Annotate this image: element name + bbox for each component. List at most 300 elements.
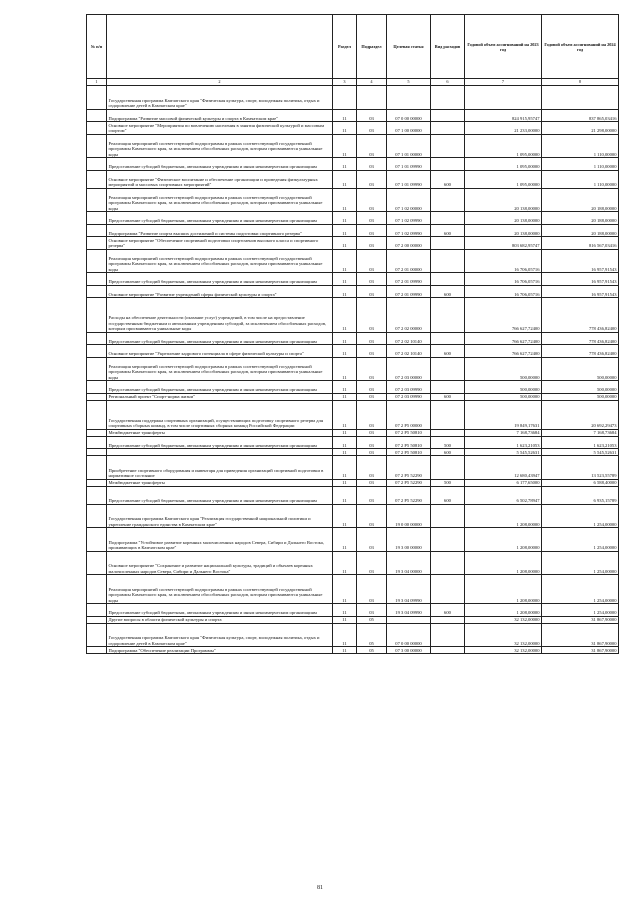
- row-podrazdel: 03: [357, 224, 387, 237]
- row-expense-type: [431, 647, 465, 654]
- row-name: Реализация мероприятий соответствующей подпрограммы в рамках соответствующей государственной программы Камчатского края, за исключением обособленных расходов, которым присваиваются уникальные коды: [107, 134, 333, 158]
- row-name: Основное мероприятие "Сохранение и развитие национальной культуры, традиций и обычаев коренных малочисленных народов Севера, Сибири и Дальнего Востока": [107, 551, 333, 575]
- header-razdel: Раздел: [333, 15, 357, 79]
- row-podrazdel: 03: [357, 122, 387, 135]
- row-expense-type: 500: [431, 436, 465, 449]
- row-expense-type: 600: [431, 170, 465, 188]
- row-razdel: 11: [333, 551, 357, 575]
- row-razdel: 11: [333, 158, 357, 171]
- row-amount-2023: 20 138,00000: [465, 188, 542, 212]
- row-name: Основное мероприятие "Физическое воспитание и обеспечение организации и проведения физкультурных мероприятий и массовых спортивных мероприятий": [107, 170, 333, 188]
- row-razdel: 11: [333, 449, 357, 456]
- row-target-article: 07 1 02 09990: [387, 224, 431, 237]
- row-expense-type: 600: [431, 345, 465, 358]
- row-podrazdel: 03: [357, 436, 387, 449]
- table-row: [87, 212, 619, 225]
- table-body: [87, 86, 619, 654]
- row-expense-type: [431, 109, 465, 122]
- row-podrazdel: 05: [357, 623, 387, 647]
- row-amount-2023: 32 132,00000: [465, 623, 542, 647]
- row-num: [87, 504, 107, 528]
- row-razdel: 11: [333, 170, 357, 188]
- row-expense-type: [431, 237, 465, 250]
- row-expense-type: 600: [431, 486, 465, 504]
- row-num: [87, 623, 107, 647]
- table-row: [87, 456, 619, 480]
- row-podrazdel: 05: [357, 647, 387, 654]
- row-num: [87, 616, 107, 623]
- row-target-article: 07 2 01 09990: [387, 273, 431, 286]
- row-razdel: 11: [333, 134, 357, 158]
- row-amount-2023: 6 177,65000: [465, 479, 542, 486]
- row-name: Реализация мероприятий соответствующей подпрограммы в рамках соответствующей государственной программы Камчатского края, за исключением обособленных расходов, которым присваиваются уникальные коды: [107, 575, 333, 604]
- row-name: Реализация мероприятий соответствующей подпрограммы в рамках соответствующей государственной программы Камчатского края, за исключением обособленных расходов, которым присваиваются уникальные коды: [107, 249, 333, 273]
- row-target-article: 07 0 00 00000: [387, 109, 431, 122]
- row-razdel: 11: [333, 647, 357, 654]
- row-amount-2023: 6 502,78947: [465, 486, 542, 504]
- row-razdel: 11: [333, 212, 357, 225]
- row-expense-type: [431, 158, 465, 171]
- row-name: Государственная программа Камчатского края "Физическая культура, спорт, молодежная политика, отдых и оздоровление детей в Камчатском крае": [107, 623, 333, 647]
- row-podrazdel: 03: [357, 158, 387, 171]
- row-num: [87, 224, 107, 237]
- row-amount-2024: 1 623,21053: [542, 436, 619, 449]
- row-amount-2024: 1 110,00000: [542, 134, 619, 158]
- row-num: [87, 170, 107, 188]
- header-year-2024: Годовой объем ассигнований на 2024 год: [542, 15, 619, 79]
- table-row: [87, 381, 619, 394]
- table-row: [87, 237, 619, 250]
- row-amount-2023: 766 627,72400: [465, 332, 542, 345]
- row-amount-2023: 16 706,05716: [465, 273, 542, 286]
- row-razdel: 11: [333, 122, 357, 135]
- row-name: Межбюджетные трансферты: [107, 479, 333, 486]
- row-razdel: 11: [333, 249, 357, 273]
- row-amount-2024: 20 188,00000: [542, 212, 619, 225]
- row-target-article: 07 2 P5 00000: [387, 400, 431, 429]
- row-amount-2024: 1 254,00000: [542, 504, 619, 528]
- row-amount-2024: 31 867,90000: [542, 623, 619, 647]
- row-amount-2023: 1 208,00000: [465, 528, 542, 552]
- row-target-article: 07 2 P5 50810: [387, 436, 431, 449]
- table-row: [87, 134, 619, 158]
- row-amount-2024: 500,00000: [542, 393, 619, 400]
- row-razdel: 11: [333, 381, 357, 394]
- row-amount-2023: 1 623,21053: [465, 436, 542, 449]
- row-razdel: 11: [333, 528, 357, 552]
- column-number: 6: [431, 79, 465, 86]
- row-name: Основное мероприятие "Обеспечение спортивной подготовки спортсменов высокого класса и спортивного резерва": [107, 237, 333, 250]
- column-number: 3: [333, 79, 357, 86]
- row-name: Основное мероприятие "Развитие учреждений сферы физической культуры и спорта": [107, 285, 333, 298]
- row-expense-type: 600: [431, 449, 465, 456]
- row-name: Региональный проект "Спорт-норма жизни": [107, 393, 333, 400]
- row-target-article: 07 2 P5 52290: [387, 486, 431, 504]
- row-target-article: [387, 616, 431, 623]
- row-target-article: 07 2 03 09990: [387, 393, 431, 400]
- row-name: Расходы на обеспечение деятельности (оказание услуг) учреждений, в том числе на предоставление государственным бюджетным и автономным учреждениям субсидий, за исключением обособленных расходов, которым присваиваются уникальные коды: [107, 298, 333, 333]
- row-target-article: 07 2 00 00000: [387, 237, 431, 250]
- table-row: [87, 109, 619, 122]
- row-razdel: 11: [333, 486, 357, 504]
- row-amount-2024: 778 436,82400: [542, 345, 619, 358]
- row-amount-2023: 500,00000: [465, 381, 542, 394]
- row-podrazdel: 03: [357, 479, 387, 486]
- table-row: [87, 298, 619, 333]
- row-amount-2024: 20 692,29473: [542, 400, 619, 429]
- row-podrazdel: 05: [357, 616, 387, 623]
- row-amount-2024: 7 168,73684: [542, 429, 619, 436]
- row-num: [87, 436, 107, 449]
- row-amount-2023: 1 095,00000: [465, 170, 542, 188]
- row-podrazdel: 03: [357, 345, 387, 358]
- row-razdel: 11: [333, 436, 357, 449]
- row-amount-2024: 1 254,00000: [542, 604, 619, 617]
- row-razdel: 11: [333, 393, 357, 400]
- row-target-article: 07 2 02 10140: [387, 332, 431, 345]
- row-expense-type: 600: [431, 224, 465, 237]
- row-target-article: 07 0 00 00000: [387, 623, 431, 647]
- row-name: Предоставление субсидий бюджетным, автономным учреждениям и иным некоммерческим организациям: [107, 436, 333, 449]
- header-row: [87, 15, 619, 79]
- row-num: [87, 332, 107, 345]
- table-row: [87, 429, 619, 436]
- row-razdel: 11: [333, 357, 357, 381]
- row-amount-2024: 1 254,00000: [542, 528, 619, 552]
- row-expense-type: 600: [431, 393, 465, 400]
- row-amount-2023: 7 168,73684: [465, 429, 542, 436]
- row-expense-type: [431, 357, 465, 381]
- table-row: [87, 393, 619, 400]
- row-target-article: 07 2 P5 50810: [387, 449, 431, 456]
- row-amount-2023: 5 545,52631: [465, 449, 542, 456]
- row-amount-2024: [542, 86, 619, 110]
- row-amount-2024: 16 957,91543: [542, 273, 619, 286]
- row-amount-2023: 500,00000: [465, 357, 542, 381]
- page-number: 81: [317, 885, 323, 891]
- row-podrazdel: 03: [357, 273, 387, 286]
- table-row: [87, 332, 619, 345]
- row-expense-type: [431, 273, 465, 286]
- row-num: [87, 158, 107, 171]
- table-row: [87, 285, 619, 298]
- table-row: [87, 504, 619, 528]
- row-amount-2023: 32 132,00000: [465, 647, 542, 654]
- row-amount-2024: 837 865,03416: [542, 109, 619, 122]
- row-amount-2024: 1 254,00000: [542, 551, 619, 575]
- row-name: Межбюджетные трансферты: [107, 429, 333, 436]
- row-razdel: 11: [333, 237, 357, 250]
- row-name: Другие вопросы в области физической культуры и спорта: [107, 616, 333, 623]
- row-target-article: 07 2 03 09990: [387, 381, 431, 394]
- row-num: [87, 122, 107, 135]
- row-amount-2024: 20 188,00000: [542, 188, 619, 212]
- row-num: [87, 134, 107, 158]
- row-expense-type: [431, 429, 465, 436]
- row-name: Государственная программа Камчатского края "Физическая культура, спорт, молодежная политика, отдых и оздоровление детей в Камчатском крае": [107, 86, 333, 110]
- row-name: Подпрограмма "Развитие спорта высших достижений и системы подготовки спортивного резерва": [107, 224, 333, 237]
- row-num: [87, 273, 107, 286]
- row-target-article: 07 2 03 00000: [387, 357, 431, 381]
- row-amount-2024: 5 545,52631: [542, 449, 619, 456]
- table-row: [87, 575, 619, 604]
- row-num: [87, 429, 107, 436]
- row-podrazdel: 03: [357, 298, 387, 333]
- column-number: 7: [465, 79, 542, 86]
- table-row: [87, 345, 619, 358]
- row-podrazdel: 03: [357, 188, 387, 212]
- table-row: [87, 479, 619, 486]
- row-num: [87, 393, 107, 400]
- row-razdel: 11: [333, 575, 357, 604]
- row-amount-2023: 1 208,00000: [465, 604, 542, 617]
- row-expense-type: [431, 400, 465, 429]
- column-number: 1: [87, 79, 107, 86]
- row-num: [87, 212, 107, 225]
- table-row: [87, 449, 619, 456]
- row-num: [87, 86, 107, 110]
- row-name: Предоставление субсидий бюджетным, автономным учреждениям и иным некоммерческим организациям: [107, 486, 333, 504]
- header-year-2023: Годовой объем ассигнований на 2023 год: [465, 15, 542, 79]
- row-razdel: 11: [333, 456, 357, 480]
- row-num: [87, 400, 107, 429]
- row-target-article: 19 3 04 09990: [387, 604, 431, 617]
- row-podrazdel: 03: [357, 285, 387, 298]
- row-amount-2024: 500,00000: [542, 381, 619, 394]
- table-row: [87, 551, 619, 575]
- row-num: [87, 604, 107, 617]
- row-podrazdel: 03: [357, 134, 387, 158]
- row-target-article: 07 1 01 00000: [387, 134, 431, 158]
- row-name: Предоставление субсидий бюджетным, автономным учреждениям и иным некоммерческим организациям: [107, 332, 333, 345]
- row-razdel: 11: [333, 616, 357, 623]
- row-num: [87, 285, 107, 298]
- row-amount-2024: 778 436,82400: [542, 332, 619, 345]
- row-razdel: 11: [333, 604, 357, 617]
- row-amount-2023: 21 233,00000: [465, 122, 542, 135]
- row-podrazdel: 03: [357, 504, 387, 528]
- row-razdel: 11: [333, 479, 357, 486]
- row-expense-type: [431, 616, 465, 623]
- column-numbers-row: [87, 79, 619, 86]
- row-razdel: 11: [333, 429, 357, 436]
- row-amount-2023: 1 095,00000: [465, 158, 542, 171]
- row-amount-2023: 500,00000: [465, 393, 542, 400]
- row-amount-2023: 766 627,72400: [465, 345, 542, 358]
- row-target-article: 19 3 04 09990: [387, 575, 431, 604]
- row-amount-2023: 16 706,05716: [465, 285, 542, 298]
- row-podrazdel: 03: [357, 381, 387, 394]
- row-num: [87, 479, 107, 486]
- row-razdel: 11: [333, 504, 357, 528]
- row-amount-2024: 1 110,00000: [542, 170, 619, 188]
- row-num: [87, 449, 107, 456]
- row-amount-2024: 1 254,00000: [542, 575, 619, 604]
- row-amount-2024: 6 588,40000: [542, 479, 619, 486]
- row-amount-2024: 31 867,90000: [542, 647, 619, 654]
- row-amount-2024: 778 436,82400: [542, 298, 619, 333]
- table-row: [87, 604, 619, 617]
- row-expense-type: [431, 456, 465, 480]
- row-amount-2024: 20 188,00000: [542, 224, 619, 237]
- row-amount-2023: 1 208,00000: [465, 551, 542, 575]
- column-number: 8: [542, 79, 619, 86]
- row-target-article: 19 3 00 00000: [387, 528, 431, 552]
- row-amount-2024: 13 523,55789: [542, 456, 619, 480]
- row-target-article: 19 0 00 00000: [387, 504, 431, 528]
- row-name: Предоставление субсидий бюджетным, автономным учреждениям и иным некоммерческим организациям: [107, 212, 333, 225]
- table-row: [87, 188, 619, 212]
- row-expense-type: [431, 249, 465, 273]
- budget-sheet: [86, 14, 618, 654]
- row-razdel: 11: [333, 273, 357, 286]
- table-row: [87, 647, 619, 654]
- row-num: [87, 575, 107, 604]
- row-podrazdel: 03: [357, 109, 387, 122]
- row-name: Основное мероприятие "Укрепление кадрового потенциала в сфере физической культуры и спорта": [107, 345, 333, 358]
- row-podrazdel: 03: [357, 170, 387, 188]
- row-num: [87, 237, 107, 250]
- row-amount-2023: 12 680,43947: [465, 456, 542, 480]
- row-name: Реализация мероприятий соответствующей подпрограммы в рамках соответствующей государственной программы Камчатского края, за исключением обособленных расходов, которым присваиваются уникальные коды: [107, 188, 333, 212]
- row-target-article: [387, 86, 431, 110]
- row-expense-type: [431, 575, 465, 604]
- row-amount-2024: 816 567,03416: [542, 237, 619, 250]
- row-expense-type: [431, 122, 465, 135]
- row-podrazdel: 03: [357, 249, 387, 273]
- row-num: [87, 188, 107, 212]
- column-number: 2: [107, 79, 333, 86]
- row-amount-2024: 21 298,00000: [542, 122, 619, 135]
- row-name: Подпрограмма "Обеспечение реализации Программы": [107, 647, 333, 654]
- row-razdel: 11: [333, 224, 357, 237]
- row-amount-2023: 824 915,95747: [465, 109, 542, 122]
- row-num: [87, 647, 107, 654]
- row-amount-2023: 32 132,00000: [465, 616, 542, 623]
- row-num: [87, 109, 107, 122]
- row-num: [87, 456, 107, 480]
- row-podrazdel: 03: [357, 575, 387, 604]
- header-num: № п/п: [87, 15, 107, 79]
- row-podrazdel: 03: [357, 429, 387, 436]
- row-num: [87, 381, 107, 394]
- header-podrazdel: Подраздел: [357, 15, 387, 79]
- row-podrazdel: 03: [357, 604, 387, 617]
- row-name: Подпрограмма "Устойчивое развитие коренных малочисленных народов Севера, Сибири и Дальнего Востока, проживающих в Камчатском крае": [107, 528, 333, 552]
- table-row: [87, 249, 619, 273]
- row-target-article: 07 1 02 00000: [387, 188, 431, 212]
- row-amount-2024: 500,00000: [542, 357, 619, 381]
- row-amount-2023: 766 627,72400: [465, 298, 542, 333]
- row-expense-type: [431, 623, 465, 647]
- row-target-article: 07 1 01 09990: [387, 158, 431, 171]
- row-name: Реализация мероприятий соответствующей подпрограммы в рамках соответствующей государственной программы Камчатского края, за исключением обособленных расходов, которым присваиваются уникальные коды: [107, 357, 333, 381]
- row-razdel: 11: [333, 188, 357, 212]
- row-target-article: 07 2 02 10140: [387, 345, 431, 358]
- column-number: 5: [387, 79, 431, 86]
- row-target-article: 07 2 P5 52290: [387, 456, 431, 480]
- row-expense-type: [431, 212, 465, 225]
- row-razdel: 11: [333, 345, 357, 358]
- table-row: [87, 170, 619, 188]
- row-amount-2024: 16 957,91543: [542, 249, 619, 273]
- row-target-article: 07 1 02 09990: [387, 212, 431, 225]
- row-name: Предоставление субсидий бюджетным, автономным учреждениям и иным некоммерческим организациям: [107, 158, 333, 171]
- row-podrazdel: 03: [357, 449, 387, 456]
- row-expense-type: [431, 332, 465, 345]
- row-razdel: 11: [333, 400, 357, 429]
- row-podrazdel: [357, 86, 387, 110]
- row-target-article: 07 2 P5 50810: [387, 429, 431, 436]
- row-expense-type: [431, 381, 465, 394]
- row-name: [107, 449, 333, 456]
- row-num: [87, 551, 107, 575]
- table-row: [87, 616, 619, 623]
- row-name: Подпрограмма "Развитие массовой физической культуры и спорта в Камчатском крае": [107, 109, 333, 122]
- row-target-article: 07 3 00 00000: [387, 647, 431, 654]
- row-num: [87, 486, 107, 504]
- header-target-article: Целевая статья: [387, 15, 431, 79]
- row-podrazdel: 03: [357, 393, 387, 400]
- row-name: Государственная поддержка спортивных организаций, осуществляющих подготовку спортивного резерва для спортивных сборных команд, в том числе спортивных сборных команд Российской Федерации: [107, 400, 333, 429]
- table-row: [87, 623, 619, 647]
- table-row: [87, 224, 619, 237]
- row-amount-2023: [465, 86, 542, 110]
- row-amount-2023: 803 682,95747: [465, 237, 542, 250]
- row-expense-type: [431, 504, 465, 528]
- row-target-article: 07 1 00 00000: [387, 122, 431, 135]
- table-row: [87, 528, 619, 552]
- row-amount-2023: 16 706,05716: [465, 249, 542, 273]
- row-amount-2023: 20 138,00000: [465, 212, 542, 225]
- table-row: [87, 86, 619, 110]
- table-row: [87, 486, 619, 504]
- row-amount-2024: 1 110,00000: [542, 158, 619, 171]
- row-amount-2023: 20 138,00000: [465, 224, 542, 237]
- row-amount-2024: 16 957,91543: [542, 285, 619, 298]
- row-razdel: 11: [333, 298, 357, 333]
- row-razdel: 11: [333, 623, 357, 647]
- column-number: 4: [357, 79, 387, 86]
- row-amount-2023: 1 095,00000: [465, 134, 542, 158]
- row-target-article: 19 3 04 00000: [387, 551, 431, 575]
- row-podrazdel: 03: [357, 212, 387, 225]
- table-row: [87, 158, 619, 171]
- table-row: [87, 400, 619, 429]
- row-expense-type: [431, 86, 465, 110]
- row-amount-2024: 6 935,15789: [542, 486, 619, 504]
- row-expense-type: 600: [431, 604, 465, 617]
- row-name: Предоставление субсидий бюджетным, автономным учреждениям и иным некоммерческим организациям: [107, 273, 333, 286]
- row-podrazdel: 03: [357, 237, 387, 250]
- row-num: [87, 249, 107, 273]
- row-num: [87, 357, 107, 381]
- row-target-article: 07 2 01 00000: [387, 249, 431, 273]
- row-expense-type: [431, 551, 465, 575]
- row-podrazdel: 03: [357, 551, 387, 575]
- header-name: [107, 15, 333, 79]
- row-target-article: 07 2 P5 52290: [387, 479, 431, 486]
- row-name: Государственная программа Камчатского края "Реализация государственной национальной политики и укрепление гражданского единства в Камчатском крае": [107, 504, 333, 528]
- row-expense-type: 600: [431, 285, 465, 298]
- row-expense-type: [431, 298, 465, 333]
- row-razdel: 11: [333, 109, 357, 122]
- row-num: [87, 298, 107, 333]
- row-podrazdel: 03: [357, 400, 387, 429]
- row-name: Предоставление субсидий бюджетным, автономным учреждениям и иным некоммерческим организациям: [107, 381, 333, 394]
- row-expense-type: [431, 134, 465, 158]
- row-name: Предоставление субсидий бюджетным, автономным учреждениям и иным некоммерческим организациям: [107, 604, 333, 617]
